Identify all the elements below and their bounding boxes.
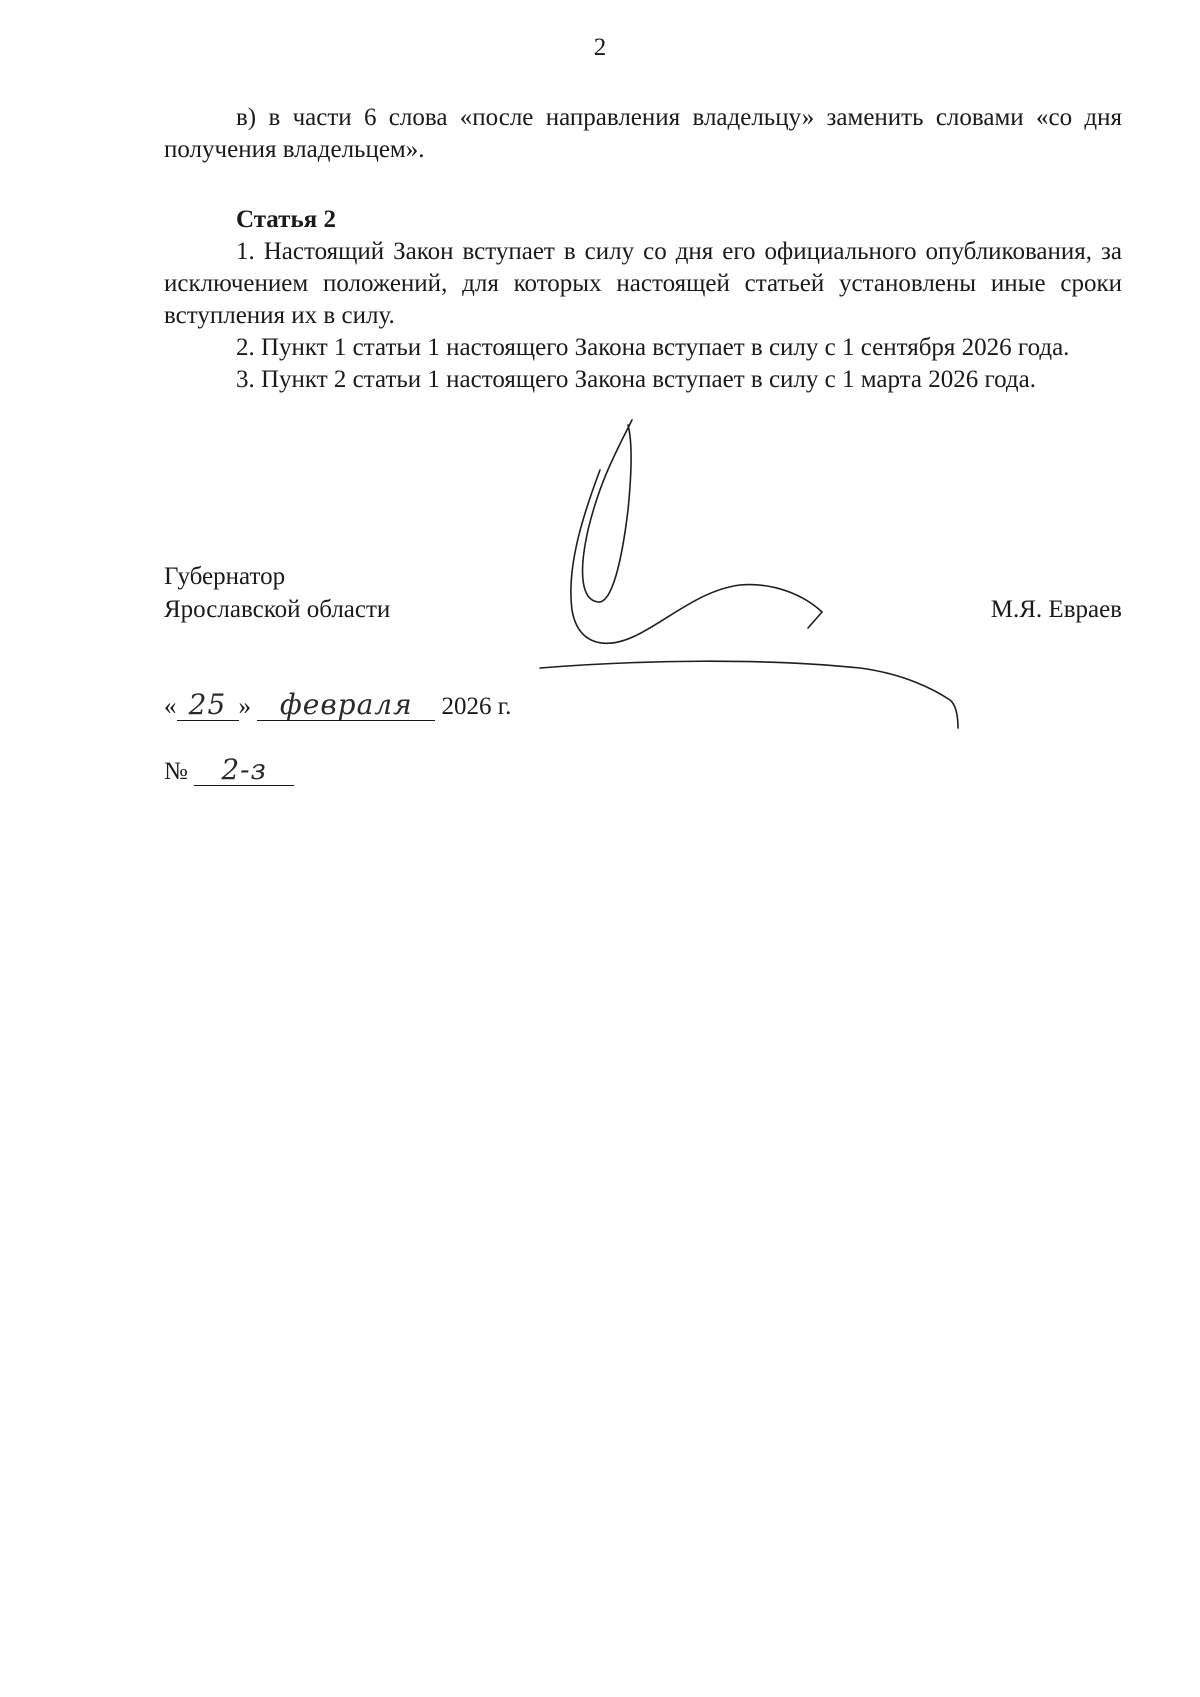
date-open-quote: « <box>164 693 177 720</box>
article-paragraph-3: 3. Пункт 2 статьи 1 настоящего Закона вступает в силу с 1 марта 2026 года. <box>236 366 1036 393</box>
article-2 <box>164 204 1122 396</box>
date-year: 2026 г. <box>441 693 512 720</box>
law-number <box>164 755 294 788</box>
signatory-position-line2: Ярославской области <box>164 596 391 623</box>
signatory-position <box>164 560 390 626</box>
page-number: 2 <box>593 34 607 61</box>
amendment-block <box>164 102 1122 166</box>
amendment-item-v: в) в части 6 слова «после направления владельцу» заменить словами «со дня получения владельцем». <box>164 104 1122 163</box>
date-day: 25 <box>177 690 239 721</box>
article-title: Статья 2 <box>236 206 336 233</box>
number-label: № <box>164 758 188 785</box>
date-close-quote: » <box>238 693 251 720</box>
article-paragraph-2: 2. Пункт 1 статьи 1 настоящего Закона вступает в силу с 1 сентября 2026 года. <box>236 334 1070 361</box>
number-value: 2-з <box>194 755 294 786</box>
signatory-position-line1: Губернатор <box>164 563 286 590</box>
article-paragraph-1: 1. Настоящий Закон вступает в силу со дня его официального опубликования, за исключением положений, для которых настоящей статьей установлены иные сроки вступления их в силу. <box>164 238 1122 329</box>
signing-date <box>164 690 511 723</box>
date-month: февраля <box>257 690 435 721</box>
signatory-name: М.Я. Евраев <box>990 596 1122 623</box>
